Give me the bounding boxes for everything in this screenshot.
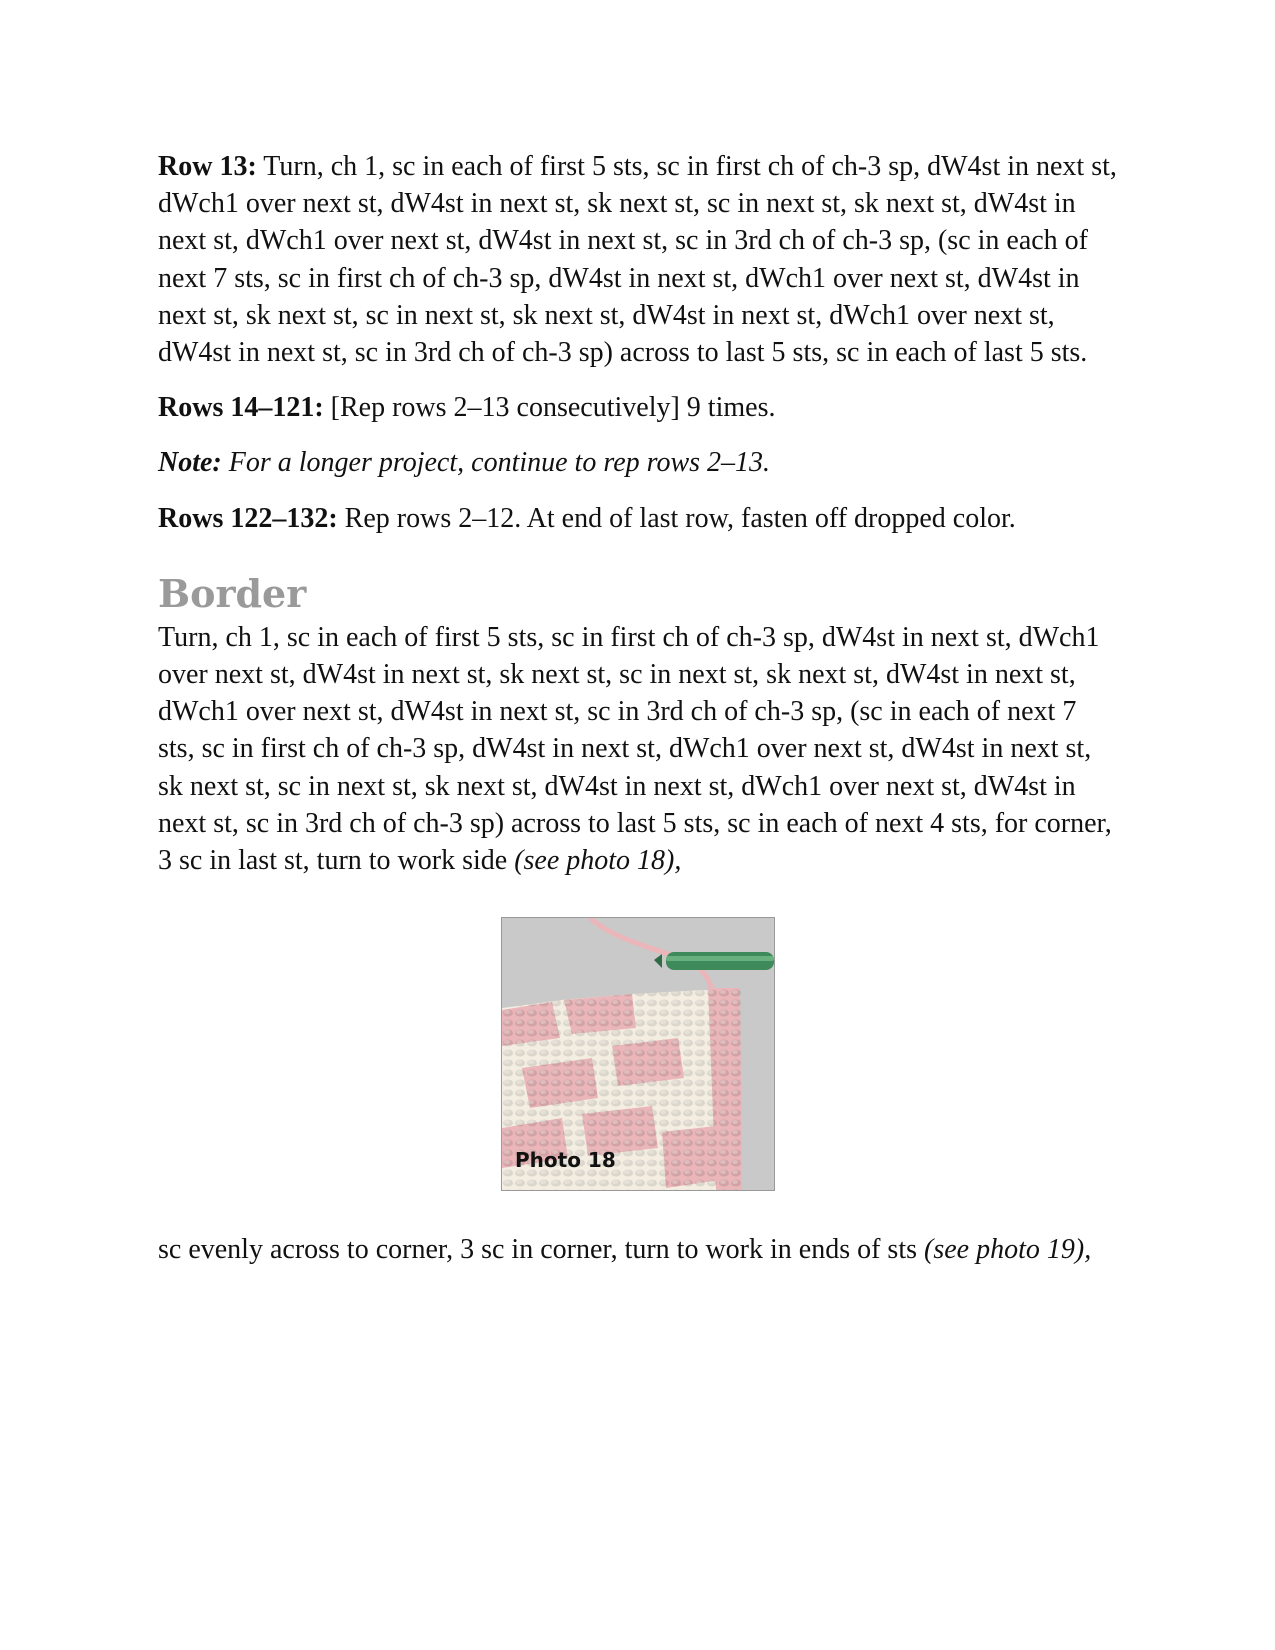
row-13-paragraph	[158, 148, 1118, 371]
rows-122-132-label: Rows 122–132:	[158, 502, 338, 534]
note-label: Note:	[158, 447, 222, 479]
rows-122-132-text: Rep rows 2–12. At end of last row, fasten off dropped color.	[337, 502, 1016, 534]
rows-14-121-label: Rows 14–121:	[158, 392, 324, 424]
border-text: Turn, ch 1, sc in each of first 5 sts, sc in first ch of ch-3 sp, dW4st in next st, dWch1 over next st, dW4st in next st, sk next st, sc in next st, sk next st, dW4st in next st, dWch1 over next st, dW4st in next st, sc in 3rd ch of ch-3 sp, (sc in each of next 7 sts, sc in first ch of ch-3 sp, dW4st in next st, dWch1 over next st, dW4st in next st, sk next st, sc in next st, sk next st, dW4st in next st, dWch1 over next st, dW4st in next st, sc in 3rd ch of ch-3 sp) across to last 5 sts, sc in each of next 4 sts, for corner, 3 sc in last st, turn to work side	[158, 621, 1112, 877]
final-paragraph	[158, 1231, 1118, 1268]
hook-highlight	[666, 956, 774, 961]
note-text: For a longer project, continue to rep rows 2–13.	[221, 447, 771, 479]
border-heading: Border	[158, 570, 307, 616]
photo-container	[158, 917, 1118, 1191]
photo-18	[501, 917, 775, 1191]
border-paragraph	[158, 619, 1118, 879]
document-page	[158, 148, 1118, 1286]
border-photo-ref: (see photo 18),	[514, 845, 682, 877]
final-photo-ref: (see photo 19),	[924, 1234, 1092, 1266]
rows-14-121-text: [Rep rows 2–13 consecutively] 9 times.	[323, 392, 776, 424]
row-13-text: Turn, ch 1, sc in each of first 5 sts, sc in first ch of ch-3 sp, dW4st in next st, dWch1 over next st, dW4st in next st, sk next st, sc in next st, sk next st, dW4st in next st, dWch1 over next st, dW4st in next st, sc in 3rd ch of ch-3 sp, (sc in each of next 7 sts, sc in first ch of ch-3 sp, dW4st in next st, dWch1 over next st, dW4st in next st, sk next st, sc in next st, sk next st, dW4st in next st, dWch1 over next st, dW4st in next st, sc in 3rd ch of ch-3 sp) across to last 5 sts, sc in each of last 5 sts.	[158, 151, 1117, 369]
row-13-label: Row 13:	[158, 151, 257, 182]
rows-122-132-paragraph	[158, 500, 1118, 537]
rows-14-121-paragraph	[158, 389, 1118, 426]
final-text: sc evenly across to corner, 3 sc in corner, turn to work in ends of sts	[158, 1234, 925, 1266]
photo-label: Photo 18	[515, 1148, 616, 1173]
note-paragraph	[158, 444, 1118, 481]
